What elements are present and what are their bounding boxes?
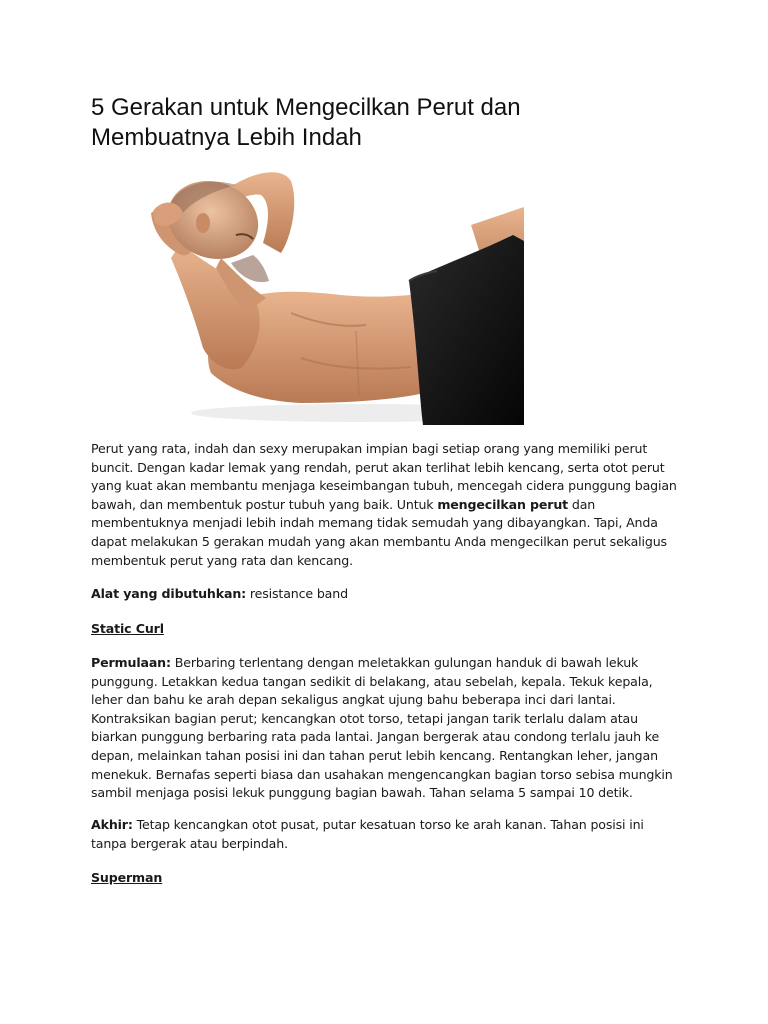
tools-paragraph xyxy=(91,585,681,604)
tools-label: Alat yang dibutuhkan: xyxy=(91,586,247,601)
end-text: Tetap kencangkan otot pusat, putar kesatuan torso ke arah kanan. Tahan posisi ini tanpa bergerak atau berpindah. xyxy=(91,817,644,851)
section-heading-static-curl: Static Curl xyxy=(91,621,164,636)
section-heading-superman: Superman xyxy=(91,870,163,885)
static-curl-end-paragraph xyxy=(91,816,681,853)
keyword-mengecilkan-perut: mengecilkan perut xyxy=(437,496,569,512)
crunch-photo xyxy=(141,163,524,425)
end-label: Akhir: xyxy=(91,817,133,832)
intro-paragraph xyxy=(91,440,681,570)
page-title: 5 Gerakan untuk Mengecilkan Perut dan Membuatnya Lebih Indah xyxy=(91,94,521,151)
intro-text-start: Perut yang rata, indah dan sexy merupakan impian bagi setiap orang yang memiliki perut buncit. Dengan kadar lemak yang rendah, perut akan terlihat lebih kencang, serta otot perut yang kuat akan membantu menjaga keseimbangan tubuh, mencegah cidera punggung bagian bawah, dan membentuk postur tubuh yang baik. Untuk xyxy=(91,441,677,512)
tools-value: resistance band xyxy=(249,586,348,601)
intro-text-end: dan membentuknya menjadi lebih indah memang tidak semudah yang dibayangkan. Tapi, Anda dapat melakukan 5 gerakan mudah yang akan membantu Anda mengecilkan perut sekaligus membentuk perut yang rata dan kencang. xyxy=(91,496,667,568)
start-label: Permulaan: xyxy=(91,655,171,670)
static-curl-start-paragraph xyxy=(91,654,681,803)
start-text: Berbaring terlentang dengan meletakkan gulungan handuk di bawah lekuk punggung. Letakkan kedua tangan sedikit di belakang, atau sebelah, kepala. Tekuk kepala, leher dan bahu ke arah depan sekaligus angkat ujung bahu beberapa inci dari lantai. Kontraksikan bagian perut; kencangkan otot torso, tetapi jangan tarik terlalu dalam atau biarkan punggung berbaring rata pada lantai. Jangan bergerak atau condong terlalu jauh ke depan, melainkan tahan posisi ini dan tahan perut lebih kencang. Rentangkan leher, jangan menekuk. Bernafas seperti biasa dan usahakan mengencangkan bagian torso sebisa mungkin sambil menjaga posisi lekuk punggung bagian bawah. Tahan selama 5 sampai 10 detik. xyxy=(91,655,673,801)
